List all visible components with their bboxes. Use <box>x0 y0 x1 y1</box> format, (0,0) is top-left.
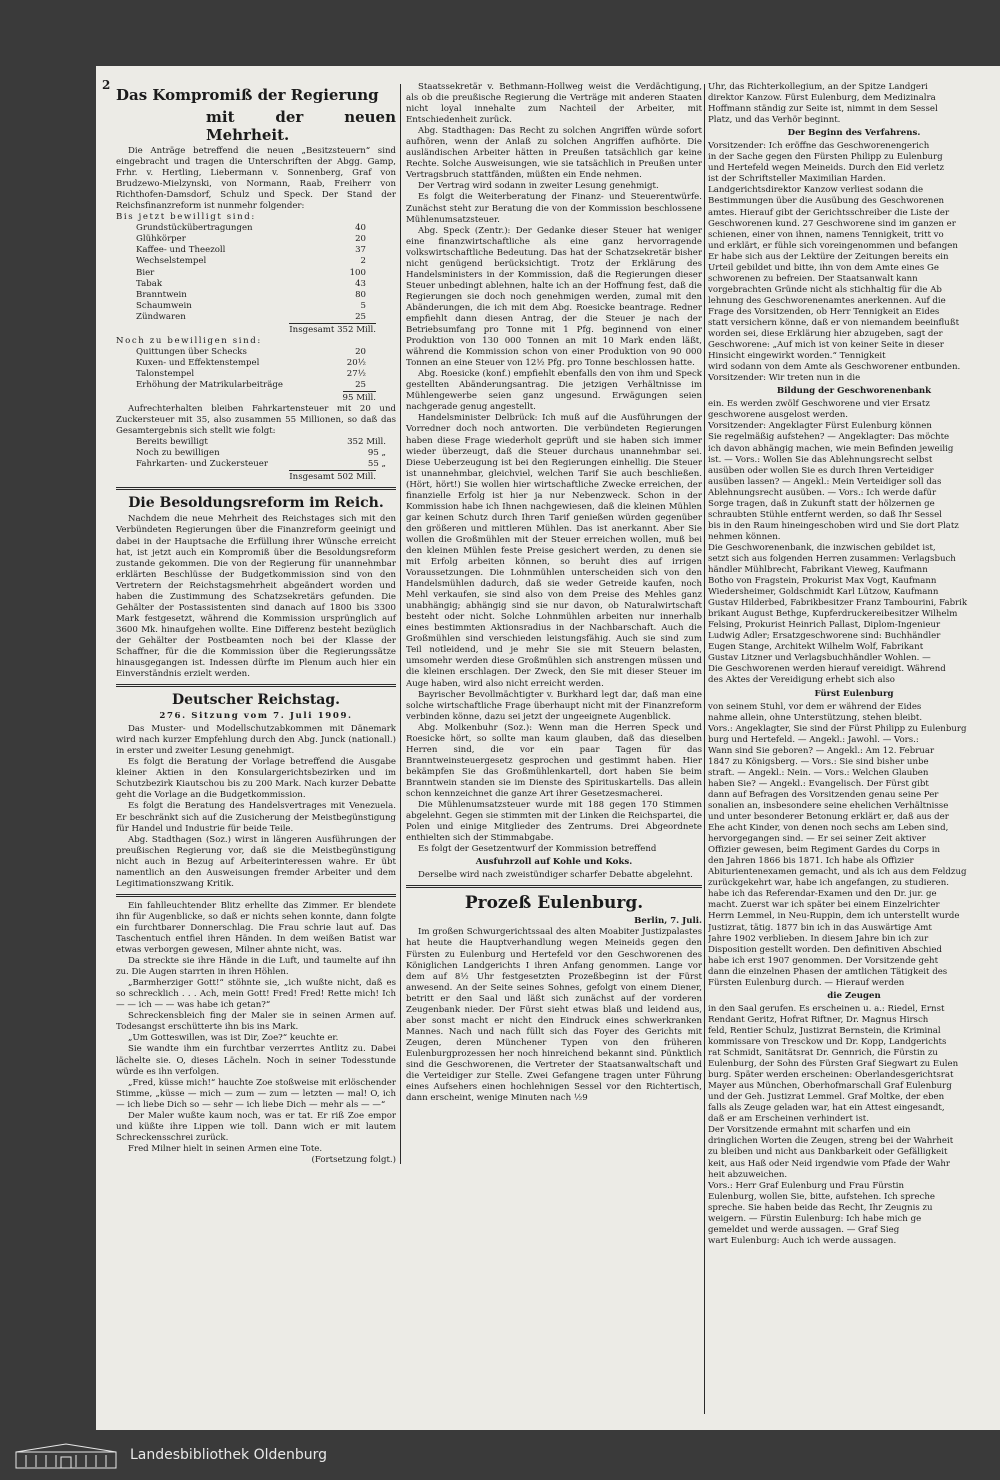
text-line: ein. Es werden zwölf Geschworene und vier Ersatz <box>708 399 930 410</box>
text-line: Vorsitzender: Ich eröffne das Geschworenengerich <box>708 141 930 152</box>
article-title-kompromiss-a: Das Kompromiß der Regierung <box>116 86 379 104</box>
text-line: direktor Kanzow. Fürst Eulenburg, dem Medizinalra <box>708 93 936 104</box>
text-line: weigern. — Fürstin Eulenburg: Ich habe mich ge <box>708 1213 922 1224</box>
reichstag-paragraph: Der Vertrag wird sodann in zweiter Lesung genehmigt. <box>418 181 659 192</box>
text-line: in den Saal gerufen. Es erscheinen u. a.: Riedel, Ernst <box>708 1003 945 1014</box>
feuilleton-paragraph: Schreckensbleich fing der Maler sie in seinen Armen auf. Todesangst erschütterte ihn bis ins Mark. <box>116 1011 396 1033</box>
text-line: und der Geh. Justizrat Lemmel. Graf Moltke, der eben <box>708 1092 945 1103</box>
text-line: Sie regelmäßig aufstehen? — Angeklagter: Das möchte <box>708 432 950 443</box>
column-right <box>708 82 1000 1247</box>
text-line: Felsing, Prokurist Heinrich Pallast, Diplom-Ingenieur <box>708 620 941 631</box>
table-row: Talonstempel 27½ <box>136 368 366 379</box>
text-line: gemeldet und werde aussagen. — Graf Sieg <box>708 1224 900 1235</box>
text-line: habe ich das Referendar-Examen und den Dr. jur. ge <box>708 889 937 900</box>
table-row: Glühkörper 20 <box>136 234 366 245</box>
reichstag-paragraph: Das Muster- und Modellschutzabkommen mit Dänemark wird nach kurzer Empfehlung durch den Abg. Junck (nationall.) in erster und zweiter Lesung genehmigt. <box>116 724 396 757</box>
reichstag-paragraph: Die Mühlenumsatzsteuer wurde mit 188 gegen 170 Stimmen abgelehnt. Gegen sie stimmten mit der Linken die Reichspartei, die Polen und einige Mitglieder des Zentrums. Drei Abgeordnete enthielten sich der Stimmabgabe. <box>406 800 702 844</box>
table-row: Wechselstempel 2 <box>136 256 366 267</box>
feuilleton-paragraph: Fred Milner hielt in seinen Armen eine Tote. <box>128 1143 323 1154</box>
column-left <box>116 82 396 1166</box>
table-row: Quittungen über Schecks 20 <box>136 346 366 357</box>
text-line: in der Sache gegen den Fürsten Philipp zu Eulenburg <box>708 152 943 163</box>
tax-table-bewilligt <box>116 223 366 322</box>
text-line: Vorsitzender: Wir treten nun in die <box>708 373 861 384</box>
text-line: nehmen können. <box>708 531 781 542</box>
text-line: heit abzuweichen. <box>708 1169 788 1180</box>
text-line: schraubten Stühle entfernt werden, so daß Ihr Sessel <box>708 509 942 520</box>
text-line: dann auf Befragen des Vorsitzenden genau seine Per <box>708 789 939 800</box>
subheading-fuerst: Fürst Eulenburg <box>814 688 894 699</box>
text-line: Botho von Fragstein, Prokurist Max Vogt, Kaufmann <box>708 576 937 587</box>
text-line: zu bleiben und nicht aus Dankbarkeit oder Gefälligkeit <box>708 1147 948 1158</box>
text-line: Die Geschworenen werden hierauf vereidigt. Während <box>708 664 946 675</box>
session-line: 276. Sitzung vom 7. Juli 1909. <box>159 711 353 722</box>
text-line: Sorge tragen, daß in Zukunft statt der hölzernen ge <box>708 498 935 509</box>
text-line: vorgebrachten Gründe nicht als stichhaltig für die Ab <box>708 284 942 295</box>
text-line: Herrn Lemmel, in Neu-Ruppin, dem ich unterstellt wurde <box>708 911 960 922</box>
text-line: Er habe sich aus der Lektüre der Zeitungen bereits ein <box>708 251 949 262</box>
text-line: ausüben oder wollen Sie es durch Ihren Verteidiger <box>708 465 934 476</box>
text-line: sonalien an, insbesondere seine ehelichen Verhältnisse <box>708 801 949 811</box>
tax-table-gesamt <box>116 437 386 470</box>
text-line: habe ich erst 1907 genommen. Der Vorsitzende geht <box>708 955 939 966</box>
feuilleton-paragraph: Sie wandte ihm ein furchtbar verzerrtes Antlitz zu. Dabei lächelte sie. O, dieses Lächeln. Noch in seiner Todesstunde würde es ihn verfolgen. <box>116 1044 396 1077</box>
article-title-kompromiss-b: mit der neuen Mehrheit. <box>206 108 396 144</box>
table-row: Zündwaren 25 <box>136 311 366 322</box>
text-line: händler Mühlbrecht, Fabrikant Vieweg, Kaufmann <box>708 565 928 576</box>
column-middle <box>406 82 702 1104</box>
reichstag-paragraph: Derselbe wird nach zweistündiger scharfer Debatte abgelehnt. <box>418 870 693 881</box>
text-line: nahme allein, ohne Unterstützung, stehen bleibt. <box>708 712 923 723</box>
list-heading-zu-bewilligen: Noch zu bewilligen sind: <box>116 335 262 346</box>
newspaper-page <box>96 66 1000 1430</box>
eulenburg-paragraph: Im großen Schwurgerichtssaal des alten Moabiter Justizpalastes hat heute die Hauptverhandlung wegen Meineids gegen den Fürsten zu Eulenburg und Hertefeld vor den Geschworenen des Königlichen Landgerichts I ihren Anfang genommen. Lange vor dem auf 8½ Uhr festgesetzten Prozeßbeginn ist der Fürst anwesend. An der Seite seines Sohnes, gefolgt von einem Diener, betritt er den Saal und läßt sich zunächst auf der vorderen Zeugenbank nieder. Der Fürst sieht etwas blaß und leidend aus, aber sonst macht er nicht den Eindruck eines schwerkranken Mannes. Nach und nach füllt sich das Foyer des Gerichts mit Zeugen, deren Münchener Typen von den früheren Eulenburgprozessen her noch hinreichend bekannt sind. Pünktlich sind die Geschworenen, die Vertreter der Staatsanwaltschaft und die Verteidiger zur Stelle. Zwei Gefangene tragen unter Führung eines Aufsehers einen hochlehnigen Sessel vor den Richtertisch, dann erscheint, wenige Minuten nach ½9 <box>406 927 702 1104</box>
text-line: wird sodann von dem Amte als Geschworener entbunden. <box>708 362 961 373</box>
text-line: keit, aus Haß oder Neid irgendwie vom Pfade der Wahr <box>708 1158 951 1169</box>
text-line: Ehe acht Kinder, von denen noch sechs am Leben sind, <box>708 823 949 834</box>
table-row: Kuxen- und Effektenstempel 20½ <box>136 357 366 368</box>
table-row: Tabak 43 <box>136 278 366 289</box>
text-line: des Aktes der Vereidigung erhebt sich also <box>708 675 895 686</box>
divider <box>116 684 396 687</box>
text-line: Wann sind Sie geboren? — Angekl.: Am 12. Februar <box>708 745 935 756</box>
text-line: rat Schmidt, Sanitätsrat Dr. Gennrich, die Fürstin zu <box>708 1048 938 1059</box>
text-line: amtes. Hierauf gibt der Gerichtsschreiber die Liste der <box>708 207 950 218</box>
text-line: macht. Zuerst war ich später bei einem Einzelrichter <box>708 900 940 911</box>
text-line: und erklärt, er fühle sich voreingenommen und befangen <box>708 240 958 251</box>
table-row: Bereits bewilligt 352 Mill. <box>136 437 386 448</box>
list-heading-bewilligt: Bis jetzt bewilligt sind: <box>116 212 256 223</box>
text-line: statt versichern könne, daß er von niemandem beeinflußt <box>708 317 960 328</box>
text-line: und unter besonderer Betonung erklärt er, daß aus der <box>708 812 949 823</box>
text-line: Eulenburg, der Sohn des Fürsten Graf Siegwart zu Eulen <box>708 1059 959 1070</box>
text-line: Uhr, das Richterkollegium, an der Spitze Landgeri <box>708 82 928 92</box>
text-line: feld, Rentier Schulz, Justizrat Bernstein, die Kriminal <box>708 1025 941 1036</box>
divider <box>116 894 396 897</box>
text-line: burg. Später werden erscheinen: Oberlandesgerichtsrat <box>708 1070 954 1081</box>
text-line: Landgerichtsdirektor Kanzow verliest sodann die <box>708 185 924 196</box>
page-number: 2 <box>102 78 111 92</box>
text-line: Wiedersheimer, Goldschmidt Karl Lützow, Kaufmann <box>708 587 939 598</box>
table-total-zu-bewilligen: 95 Mill. <box>342 393 376 404</box>
table-total-gesamt: Insgesamt 502 Mill. <box>289 472 376 483</box>
text-line: den Jahren 1866 bis 1871. Ich habe als Offizier <box>708 856 914 867</box>
text-line: geschworene ausgelost werden. <box>708 410 848 421</box>
tax-table-zu-bewilligen <box>116 347 366 391</box>
column-divider <box>704 84 705 1414</box>
table-row: Kaffee- und Theezoll 37 <box>136 245 366 256</box>
text-line: burg und Hertefeld. — Angekl.: Jawohl. — Vors.: <box>708 734 919 745</box>
text-line: Ludwig Adler; Ersatzgeschworene sind: Buchhändler <box>708 631 941 642</box>
library-footer <box>0 1430 1000 1480</box>
reichstag-paragraph: Abg. Stadthagen (Soz.) wirst in längeren Ausführungen der preußischen Regierung vor, daß sie die Meistbegünstigung nicht auch in Bezug auf Arbeiterinteressen wahre. Er übt namentlich an den Ausweisungen fremder Arbeiter und dem Legitimationszwang Kritik. <box>116 834 396 889</box>
text-line: Eulenburg, wollen Sie, bitte, aufstehen. Ich spreche <box>708 1191 935 1202</box>
reichstag-paragraph: Abg. Stadthagen: Das Recht zu solchen Angriffen würde sofort aufhören, wenn der Anlaß zu solchen Angriffen aufhörte. Die ausländischen Arbeiter hätten in Preußen tatsächlich gar keine Rechte. Solche Ausweisungen, wie sie tatsächlich in Preußen unter Vertragsbruch stattfänden, müßten ein Ende nehmen. <box>406 126 702 181</box>
dateline: Berlin, 7. Juli. <box>634 916 702 927</box>
table-row: Fahrkarten- und Zuckersteuer 55 „ <box>136 459 386 470</box>
table-row: Grundstückübertragungen 40 <box>136 223 366 234</box>
divider <box>116 487 396 490</box>
text-line: lehnung des Geschworenenamtes anerkennen. Auf die <box>708 295 946 306</box>
text-line: Die Geschworenenbank, die inzwischen gebildet ist, <box>708 542 936 553</box>
text-line: straft. — Angekl.: Nein. — Vors.: Welchen Glauben <box>708 767 929 778</box>
text-line: Jahre 1902 verblieben. In diesem Jahre bin ich zur <box>708 933 929 944</box>
text-line: falls als Zeuge geladen war, hat ein Attest eingesandt, <box>708 1103 945 1114</box>
text-line: schienen, einer von ihnen, namens Tennigkeit, tritt vo <box>708 229 944 240</box>
text-line: Geschworene: „Auf mich ist von keiner Seite in dieser <box>708 340 944 351</box>
feuilleton-paragraph: Ein fahlleuchtender Blitz erhellte das Zimmer. Er blendete ihn für Augenblicke, so daß er nichts sehen konnte, dann folgte ein furchtbarer Donnerschlag. Die Frau schrie laut auf. Das Taschentuch entfiel ihren Händen. In dem weißen Batist war etwas verborgen gewesen, Milner ahnte nicht, was. <box>116 900 396 956</box>
divider <box>406 885 702 888</box>
table-row: Schaumwein 5 <box>136 300 366 311</box>
text-line: zurückgekehrt war, habe ich angefangen, zu studieren. <box>708 878 950 889</box>
article-middle: Aufrechterhalten bleiben Fahrkartensteuer mit 20 und Zuckersteuer mit 35, also zusammen 55 Millionen, so daß das Gesamtergebnis sich stellt wie folgt: <box>116 404 396 437</box>
text-line: dann die einzelnen Phasen der amtlichen Tätigkeit des <box>708 966 948 977</box>
article-intro: Die Anträge betreffend die neuen „Besitzsteuern“ sind eingebracht und tragen die Unterschriften der Abgg. Gamp, Frhr. v. Hertling, Liebermann v. Sonnenberg, Graf von Brudzewo-Mielzynski, von Normann, Raab, Freiherr von Richthofen-Damsdorf, Schulz und Speck. Der Stand der Reichsfinanzreform ist nunmehr folgender: <box>116 146 396 212</box>
text-line: Vors.: Herr Graf Eulenburg und Frau Fürstin <box>708 1180 905 1191</box>
table-row: Branntwein 80 <box>136 289 366 300</box>
subheading-bildung: Bildung der Geschworenenbank <box>776 386 932 397</box>
text-line: Gustav Litzner und Verlagsbuchhändler Wohlen. — <box>708 653 931 664</box>
text-line: dringlichen Worten die Zeugen, streng bei der Wahrheit <box>708 1136 954 1147</box>
text-line: ist der Schriftsteller Maximilian Harden. <box>708 174 886 185</box>
text-line: Bestimmungen über die Ausübung des Geschworenen <box>708 196 945 207</box>
text-line: Der Vorsitzende ermahnt mit scharfen und ein <box>708 1125 911 1136</box>
text-line: daß er am Erscheinen verhindert ist. <box>708 1114 869 1125</box>
reichstag-paragraph: Es folgt die Weiterberatung der Finanz- und Steuerentwürfe. Zunächst steht zur Beratung die von der Kommission beschlossene Mühlenumsatzsteuer. <box>406 192 702 225</box>
article-body-besoldungsreform: Nachdem die neue Mehrheit des Reichstages sich mit den Verbündeten Regierungen über die Finanzreform geeinigt und dabei in der Hauptsache die Erfüllung ihrer Wünsche erreicht hat, ist jetzt auch ein Kompromiß über die Besoldungsreform zustande gekommen. Die von der Regierung für unannehmbar erklärten Beschlüsse der Budgetkommission sind von den Vertretern der Reichstagsmehrheit abgeändert worden und haben die Zustimmung des Schatzsekretärs gefunden. Die Gehälter der Postassistenten sind danach auf 1800 bis 3300 Mark festgesetzt, während die Kommission ursprünglich auf 3600 Mk. hinaufgehen wollte. Eine Differenz besteht bezüglich der Gehälter der Postbeamten noch bei der Klasse der Schaffner, für die die Kommission über die Regierungssätze hinausgegangen ist. Indessen dürfte im Plenum auch hier ein Einverständnis erzielt werden. <box>116 514 396 680</box>
library-building-icon <box>14 1442 118 1470</box>
article-title-eulenburg: Prozeß Eulenburg. <box>464 893 644 914</box>
reichstag-paragraph: Abg. Molkenbuhr (Soz.): Wenn man die Herren Speck und Roesicke hört, so sollte man kaum glauben, daß das dieselben Herren sind, die vor ein paar Tagen für das Branntweinsteuergesetz gesprochen und gestimmt haben. Hier bekämpfen Sie das Großmühlenkartell, dort haben Sie beim Branntwein standen sie im Dienste des Spirituskartells. Das allein schon kennzeichnet die ganze Art ihrer Gesetzesmacherei. <box>406 722 702 799</box>
text-line: Abiturientenexamen gemacht, und als ich aus dem Feldzug <box>708 867 967 878</box>
feuilleton-paragraph: „Um Gotteswillen, was ist Dir, Zoe?“ keuchte er. <box>128 1033 339 1044</box>
table-row: Bier 100 <box>136 267 366 278</box>
text-line: Eugen Stange, Architekt Wilhelm Wolf, Fabrikant <box>708 642 924 653</box>
text-line: Disposition gestellt worden. Den definitiven Abschied <box>708 944 943 955</box>
text-line: Justizrat, tätig. 1877 bin ich in das Auswärtige Amt <box>708 922 932 933</box>
reichstag-paragraph: Es folgt der Gesetzentwurf der Kommission betreffend <box>418 844 657 855</box>
text-line: Hinsicht eingewirkt worden.“ Tennigkeit <box>708 351 886 362</box>
text-line: spreche. Sie haben beide das Recht, Ihr Zeugnis zu <box>708 1202 933 1213</box>
text-line: Mayer aus München, Oberhofmarschall Graf Eulenburg <box>708 1081 952 1092</box>
subheading-zeugen: die Zeugen <box>827 990 881 1001</box>
reichstag-paragraph: Es folgt die Beratung der Vorlage betreffend die Ausgabe kleiner Aktien in den Konsulargerichtsbezirken und im Schutzbezirk Kiautschou bis zu 200 Mark. Nach kurzer Debatte geht die Vorlage an die Budgetkommission. <box>116 757 396 801</box>
table-total-bewilligt: Insgesamt 352 Mill. <box>289 324 376 335</box>
article-title-besoldungsreform: Die Besoldungsreform im Reich. <box>128 495 384 512</box>
text-line: ausüben lassen? — Angekl.: Mein Verteidiger soll das <box>708 476 942 487</box>
bold-heading-ausfuhrzoll: Ausfuhrzoll auf Kohle und Koks. <box>475 857 633 868</box>
reichstag-paragraph: Es folgt die Beratung des Handelsvertrages mit Venezuela. Er beschränkt sich auf die Zusicherung der Meistbegünstigung für Handel und Industrie für beide Teile. <box>116 801 396 834</box>
table-row: Noch zu bewilligen 95 „ <box>136 448 386 459</box>
text-line: und Hertefeld wegen Meineids. Durch den Eid verletz <box>708 163 945 174</box>
text-line: Vors.: Angeklagter, Sie sind der Fürst Philipp zu Eulenburg <box>708 723 967 734</box>
feuilleton-paragraph: „Barmherziger Gott!“ stöhnte sie, „ich wußte nicht, daß es so schrecklich . . . Ach, mein Gott! Fred! Fred! Rette mich! Ich — — ich — — was habe ich getan?“ <box>116 978 396 1011</box>
text-line: Fürsten Eulenburg durch. — Hierauf werden <box>708 977 905 988</box>
text-line: Gustav Hilderbed, Fabrikbesitzer Franz Tambourini, Fabrik <box>708 598 968 609</box>
text-line: brikant August Bethge, Kupferdruckereibesitzer Wilhelm <box>708 609 958 620</box>
text-line: Vorsitzender: Angeklagter Fürst Eulenburg können <box>708 421 932 432</box>
feuilleton-paragraph: „Fred, küsse mich!“ hauchte Zoe stoßweise mit erlöschender Stimme, „küsse — mich — zum — zum — letzten — mal! O, ich — ich liebe Dich so — sehr — ich liebe Dich — mehr als — —“ <box>116 1077 396 1110</box>
text-line: Platz, und das Verhör beginnt. <box>708 115 841 126</box>
text-line: worden sei, diese Erklärung hier abzugeben, sagt der <box>708 329 943 340</box>
text-line: hervorgegangen sind. — Er sei seiner Zeit aktiver <box>708 834 926 845</box>
table-row: Erhöhung der Matrikularbeiträge 25 <box>136 379 366 390</box>
text-line: ist. — Vors.: Wollen Sie das Ablehnungsrecht selbst <box>708 454 933 465</box>
text-line: Offizier gewesen, beim Regiment Gardes du Corps in <box>708 845 940 856</box>
feuilleton-paragraph: Der Maler wußte kaum noch, was er tat. Er riß Zoe empor und küßte ihre Lippen wie toll. Dann wich er mit lautem Schreckensschrei zurück. <box>116 1110 396 1143</box>
text-line: setzt sich aus folgenden Herren zusammen: Verlagsbuch <box>708 553 956 564</box>
reichstag-paragraph: Bayrischer Bevollmächtigter v. Burkhard legt dar, daß man eine solche wirtschaftliche Frage überhaupt nicht mit der Finanzreform verbinden könne, dazu sei jetzt der ungeeignete Augenblick. <box>406 689 702 722</box>
reichstag-paragraph: Abg. Roesicke (konf.) empfiehlt ebenfalls den von ihm und Speck gestellten Abänderungsantrag. Die jetzigen Verhältnisse im Mühlengewerbe seien ganz ungesund. Erwägungen seien nachgerade genug angestellt. <box>406 369 702 413</box>
text-line: Geschworenen kund. 27 Geschworene sind im ganzen er <box>708 218 956 229</box>
text-line: haben Sie? — Angekl.: Evangelisch. Der Fürst gibt <box>708 778 929 789</box>
text-line: bis in den Raum hineingeschoben wird und Sie dort Platz <box>708 520 959 531</box>
article-title-reichstag: Deutscher Reichstag. <box>171 692 341 709</box>
text-line: Ablehnungsrecht ausüben. — Vors.: Ich werde dafür <box>708 487 937 498</box>
text-line: wart Eulenburg: Auch ich werde aussagen. <box>708 1235 897 1246</box>
text-line: ich davon abhängig machen, wie mein Befinden jeweilig <box>708 443 954 454</box>
text-line: von seinem Stuhl, vor dem er während der Eides <box>708 701 922 712</box>
reichstag-paragraph: Handelsminister Delbrück: Ich muß auf die Ausführungen der Vorredner doch noch antworten. Die verbündeten Regierungen haben diese Frage wiederholt geprüft und sie haben sich immer wieder überzeugt, daß die Steuer durchaus unannehmbar sei. Diese Ueberzeugung ist bei den Regierungen einhellig. Die Steuer ist unannehmbar, gleichviel, welchen Tarif Sie auch beschließen. (Hört, hört!) Sie wollen hier wirtschaftliche Zwecke erreichen, der finanzielle Erfolg ist hier ja nur Nebenzweck. Schon in der Kommission habe ich Ihnen nachgewiesen, daß die kleinen Mühlen gar keinen Schutz durch Ihren Tarif genießen würden gegenüber den größeren und mittleren Mühlen. Das ist anerkannt. Aber Sie wollen die Großmühlen mit der Steuer erreichen wollen, muß bei den kleinen Mühlen feste Preise gesichert werden, zu denen sie mit Erfolg arbeiten können, so beruht dies auf irrigen Voraussetzungen. Die Lohnmühlen unterscheiden sich von den Handelsmühlen dadurch, daß sie weder Getreide kaufen, noch Mehl verkaufen, sie sind also von dem Preise des Mehles ganz unabhängig; abhängig sind sie nur davon, ob Naturalwirtschaft besteht oder nicht. Solche Lohnmühlen arbeiten nur innerhalb eines bestimmten Aktionsradius in der Nachbarschaft. Auch die Großmühlen sind verschieden leistungsfähig. Auch sie sind zum Teil notleidend, und je mehr Sie sie mit Steuern belasten, umsomehr werden diese Großmühlen sich anstrengen müssen und die kleinen erschlagen. Der Zweck, den Sie mit dieser Steuer im Auge haben, wird also nicht erreicht werden. <box>406 413 702 689</box>
feuilleton-paragraph: Da streckte sie ihre Hände in die Luft, und taumelte auf ihn zu. Die Augen starrten in ihren Höhlen. <box>116 956 396 978</box>
reichstag-paragraph: Staatssekretär v. Bethmann-Hollweg weist die Verdächtigung, als ob die preußische Regierung die Verträge mit anderen Staaten nicht loyal innehalte zum Nachteil der Arbeiter, mit Entschiedenheit zurück. <box>406 82 702 126</box>
text-line: 1847 zu Königsberg. — Vors.: Sie sind bisher unbe <box>708 756 929 767</box>
text-line: Hoffmann ständig zur Seite ist, nimmt in dem Sessel <box>708 104 938 115</box>
text-line: kommissare von Tresckow und Dr. Kopp, Landgerichts <box>708 1036 947 1047</box>
text-line: Frage des Vorsitzenden, ob Herr Tennigkeit an Eides <box>708 306 940 317</box>
library-name: Landesbibliothek Oldenburg <box>130 1447 328 1463</box>
column-divider <box>400 84 401 1164</box>
text-line: Rendant Geritz, Hofrat Riftner, Dr. Magnus Hirsch <box>708 1014 929 1025</box>
reichstag-paragraph: Abg. Speck (Zentr.): Der Gedanke dieser Steuer hat weniger eine finanzwirtschaftliche als eine ganz hervorragende volkswirtschaftliche Bedeutung. Das hat der Schatzsekretär bisher nicht genügend berücksichtigt. Trotz der Erklärung des Handelsministers in der Kommission, daß die Regierungen dieser Steuer unbedingt ablehnen, halte ich an der Hoffnung fest, daß die Regierungen sie doch noch genehmigen werden, zumal mit den Abänderungen, die ich mit dem Abg. Roesicke beantrage. Redner empfiehlt dann diesen Antrag, der die Steuer je nach der Betriebsumfang pro Tonne mit 1 Pfg. beginnend von einer Produktion von 130 000 Tonnen an mit 10 Mark enden läßt, während die Kommission schon von einer Produktion von 90 000 Tonnen an eine Steuer von 12½ Pfg. pro Tonne beschlossen hatte. <box>406 225 702 369</box>
subheading-beginn: Der Beginn des Verfahrens. <box>787 128 921 139</box>
text-line: Urteil gebildet und bitte, ihn von dem Amte eines Ge <box>708 262 939 273</box>
text-line: schworenen zu befreien. Der Staatsanwalt kann <box>708 273 918 284</box>
continued-note: (Fortsetzung folgt.) <box>311 1154 396 1165</box>
